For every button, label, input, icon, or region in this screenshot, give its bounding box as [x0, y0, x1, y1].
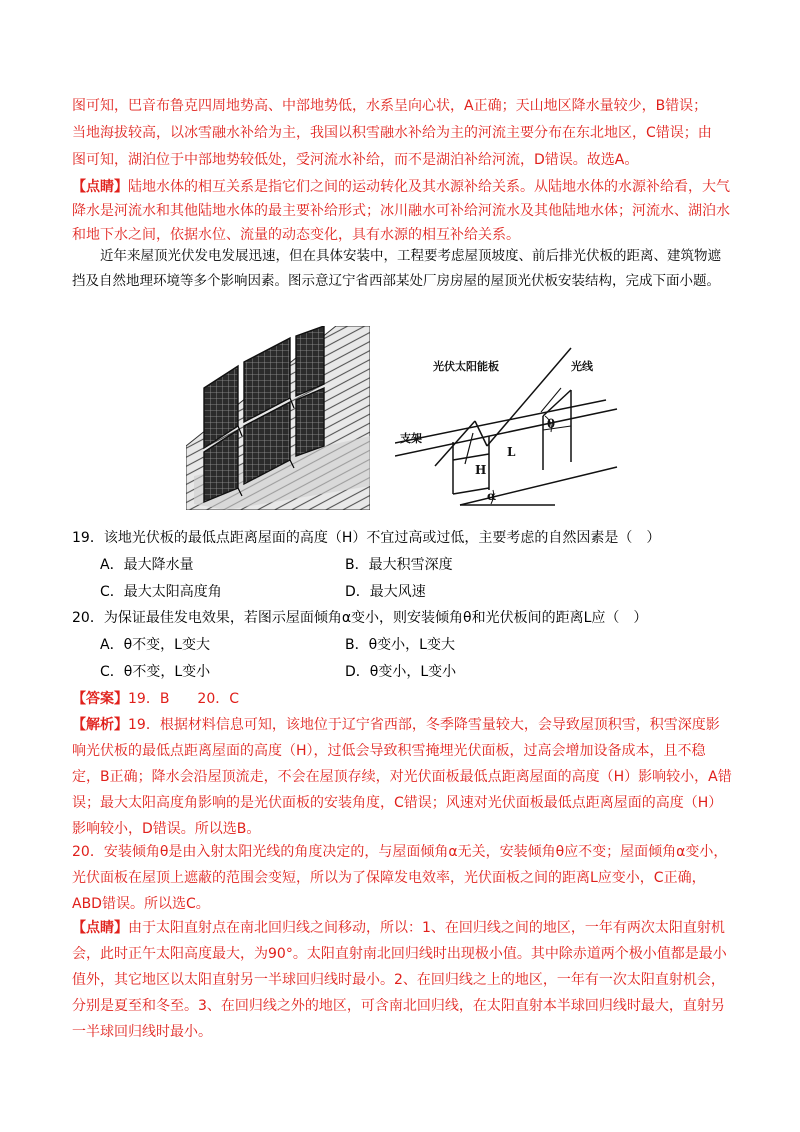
previous-explanation: [72, 94, 732, 172]
q20-option-c: C．θ不变，L变小: [100, 664, 211, 680]
explanation-line: 图可知，湖泊位于中部地势较低处，受河流水补给，而不是湖泊补给河流，D错误。故选A。: [72, 152, 639, 168]
analysis-19: [72, 712, 732, 842]
installation-diagram: [395, 330, 635, 510]
answer-tag: 【答案】: [72, 691, 128, 707]
tip-tag: 【点睛】: [72, 179, 128, 195]
q20-option-a: A．θ不变，L变大: [100, 637, 210, 653]
answer-text: 19．B 20．C: [128, 691, 240, 707]
label-L: L: [507, 445, 516, 459]
tip-paragraph-1: [72, 175, 732, 247]
material-paragraph: [72, 244, 732, 294]
analysis-tag: 【解析】: [72, 717, 128, 733]
analysis-20: [72, 839, 732, 917]
explanation-line: 图可知，巴音布鲁克四周地势高、中部地势低，水系呈向心状，A正确；天山地区降水量较少，B错误；: [72, 98, 708, 114]
q20-option-d: D．θ变小，L变小: [345, 664, 457, 680]
question-19-stem: 19．该地光伏板的最低点距离屋面的高度（H）不宜过高或过低，主要考虑的自然因素是（ ）: [72, 530, 661, 546]
q19-option-b: B．最大积雪深度: [345, 557, 453, 573]
label-H: H: [475, 463, 487, 477]
label-sunlight: 光线: [571, 360, 593, 373]
analysis-20-text: 20．安装倾角θ是由入射太阳光线的角度决定的，与屋面倾角α无关，安装倾角θ应不变；屋面倾角α变小，光伏面板在屋顶上遮蔽的范围会变短，所以为了保障发电效率，光伏面板之间的距离L应变小，C正确，ABD错误。所以选C。: [72, 844, 728, 912]
label-support: 支架: [400, 432, 422, 445]
q19-option-d: D．最大风速: [345, 584, 426, 600]
explanation-line: 当地海拔较高，以冰雪融水补给为主，我国以积雪融水补给为主的河流主要分布在东北地区，C错误；由: [72, 125, 712, 141]
tip-text: 陆地水体的相互关系是指它们之间的运动转化及其水源补给关系。从陆地水体的水源补给看，大气降水是河流水和其他陆地水体的最主要补给形式；冰川融水可补给河流水及其他陆地水体；河流水、湖泊水和地下水之间，依据水位、流量的动态变化，具有水源的相互补给关系。: [72, 179, 730, 243]
q19-option-c: C．最大太阳高度角: [100, 584, 222, 600]
answer-line: [72, 689, 239, 709]
analysis-19-text: 19．根据材料信息可知，该地位于辽宁省西部，冬季降雪量较大，会导致屋顶积雪，积雪深度影响光伏板的最低点距离屋面的高度（H），过低会导致积雪掩埋光伏面板，过高会增加设备成本，且不稳定，B正确；降水会沿屋顶流走，不会在屋顶存续，对光伏面板最低点距离屋面的高度（H）影响较小，A错误；最大太阳高度角影响的是光伏面板的安装角度，C错误；风速对光伏面板最低点距离屋面的高度（H）影响较小，D错误。所以选B。: [72, 717, 732, 837]
tip-tag-2: 【点睛】: [72, 920, 128, 936]
tip-text-2: 由于太阳直射点在南北回归线之间移动，所以：1、在回归线之间的地区，一年有两次太阳直射机会，此时正午太阳高度最大，为90°。太阳直射南北回归线时出现极小值。其中除赤道两个极小值都是最小值外，其它地区以太阳直射另一半球回归线时最小。2、在回归线之上的地区，一年有一次太阳直射机会，分别是夏至和冬至。3、在回归线之外的地区，可含南北回归线，在太阳直射本半球回归线时最大，直射另一半球回归线时最小。: [72, 920, 727, 1040]
q19-option-a: A．最大降水量: [100, 557, 194, 573]
rooftop-solar-photo: [186, 326, 370, 510]
q20-option-b: B．θ变小，L变大: [345, 637, 455, 653]
label-solar-panel: 光伏太阳能板: [433, 360, 499, 373]
label-alpha: α: [487, 489, 497, 503]
label-theta: θ: [547, 417, 556, 431]
question-20-stem: 20．为保证最佳发电效果，若图示屋面倾角α变小，则安装倾角θ和光伏板间的距离L应（ ）: [72, 610, 648, 626]
material-text: 近年来屋顶光伏发电发展迅速，但在具体安装中，工程要考虑屋顶坡度、前后排光伏板的距离、建筑物遮挡及自然地理环境等多个影响因素。图示意辽宁省西部某处厂房房屋的屋顶光伏板安装结构，完成下面小题。: [72, 248, 721, 289]
tip-paragraph-2: [72, 915, 732, 1045]
